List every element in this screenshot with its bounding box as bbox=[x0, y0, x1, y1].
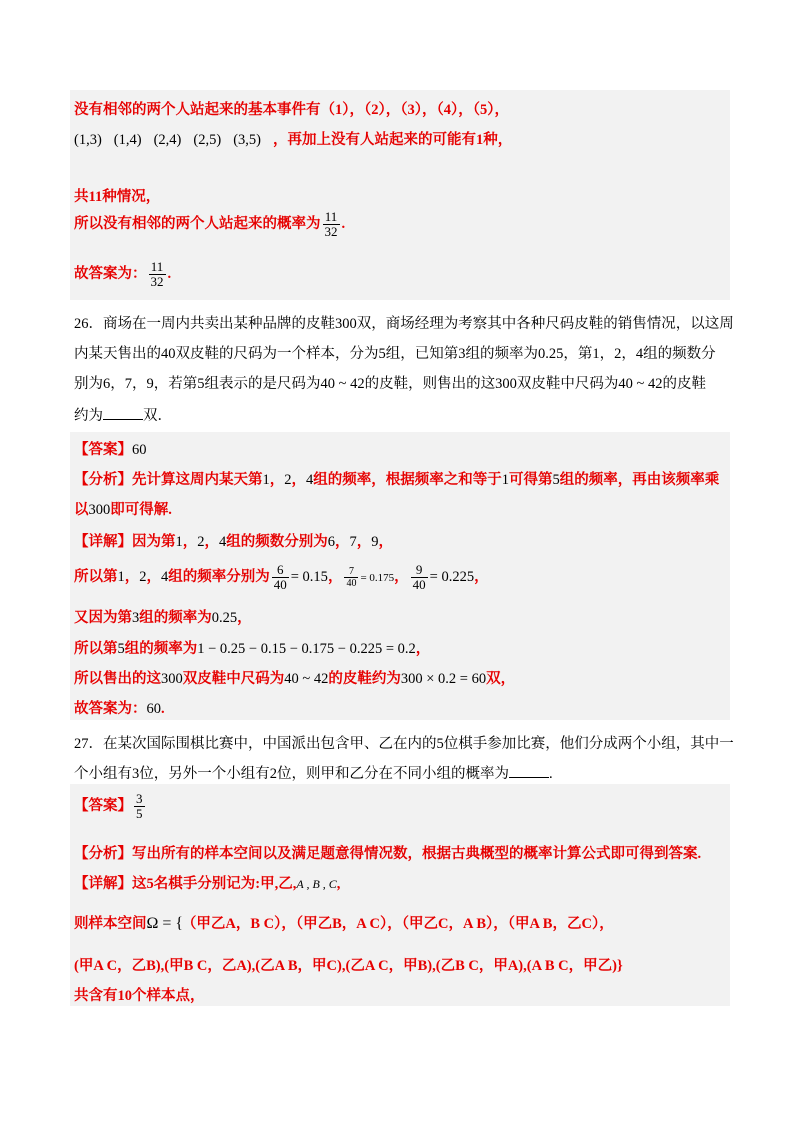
q27-detail-3 bbox=[74, 954, 623, 975]
math: 40 ~ 42 bbox=[284, 671, 329, 687]
fraction-9-40 bbox=[411, 563, 428, 592]
frac-den: 32 bbox=[324, 224, 338, 239]
text: 约为 bbox=[74, 408, 103, 424]
frac-num: 11 bbox=[150, 259, 164, 274]
text: 可得第 bbox=[509, 472, 553, 488]
math: = 0.15 bbox=[290, 568, 328, 585]
math: 2 bbox=[284, 472, 292, 488]
math: 9 bbox=[371, 534, 379, 550]
text: ， bbox=[182, 534, 198, 550]
math: 40 ~ 42 bbox=[320, 376, 365, 392]
text: 组表示的是尺码为 bbox=[204, 376, 321, 392]
text: 的皮鞋 bbox=[662, 376, 706, 392]
sample-item: (A B C，甲乙)} bbox=[526, 958, 623, 974]
q26-line1 bbox=[74, 312, 734, 333]
math: 4 bbox=[306, 472, 314, 488]
frac-num: 9 bbox=[415, 562, 423, 577]
text: 双， bbox=[486, 671, 516, 687]
text: ，若第 bbox=[153, 376, 198, 392]
text: 又因为第 bbox=[74, 610, 132, 626]
math: 3 bbox=[132, 610, 140, 626]
q26-line2 bbox=[74, 342, 716, 363]
text: 以 bbox=[74, 502, 89, 518]
sample-item: （甲乙C，A B）， bbox=[401, 916, 508, 932]
text: 组的频率为 bbox=[139, 610, 212, 626]
frac-den: 40 bbox=[412, 577, 426, 592]
text: 双皮鞋中尺码为 bbox=[182, 671, 285, 687]
text: ， bbox=[356, 534, 372, 550]
math: 0.25 bbox=[211, 610, 238, 626]
math: 3 bbox=[458, 346, 466, 362]
analysis-label: 【分析】 bbox=[74, 846, 132, 862]
q27-line1: 27．在某次国际围棋比赛中，中国派出包含甲、乙在内的5位棋手参加比赛，他们分成两个小组，其中一 bbox=[74, 736, 734, 752]
math: 1 bbox=[501, 472, 509, 488]
math: A , B , C bbox=[296, 877, 337, 891]
text: 所以第 bbox=[74, 568, 118, 585]
math: 40 bbox=[161, 346, 176, 362]
q25-line4 bbox=[74, 210, 345, 239]
text: 双，商场经理为考察其中各种尺码皮鞋的销售情况，以这周 bbox=[356, 316, 734, 332]
text: 组的频率分别为 bbox=[168, 568, 270, 585]
dot: . bbox=[167, 265, 172, 282]
q26-line3 bbox=[74, 372, 706, 393]
answer-blank bbox=[103, 407, 143, 420]
text: ，第 bbox=[563, 346, 593, 362]
math: 300 bbox=[335, 316, 357, 332]
q26-detail-1 bbox=[74, 530, 393, 551]
math: 60 bbox=[146, 701, 161, 717]
math: 300 bbox=[495, 376, 517, 392]
q26-detail-2 bbox=[74, 563, 489, 592]
math: 1 bbox=[262, 472, 270, 488]
text: 组的频率为 bbox=[465, 346, 538, 362]
q25-line1: 没有相邻的两个人站起来的基本事件有（1），（2），（3），（4），（5）， bbox=[74, 102, 509, 118]
frac-den: 32 bbox=[150, 274, 164, 289]
text: 这5名棋手分别记为:甲,乙, bbox=[132, 876, 297, 892]
text: 组的频率，再由该频率乘 bbox=[559, 472, 720, 488]
math: 7 bbox=[124, 376, 132, 392]
text: 所以第 bbox=[74, 641, 118, 657]
q25-fraction-2 bbox=[149, 260, 166, 289]
math: 1 bbox=[175, 534, 183, 550]
math: = 0.225 bbox=[429, 568, 475, 585]
text: ， bbox=[474, 568, 489, 585]
text: ， bbox=[415, 641, 431, 657]
text: 双皮鞋的尺码为一个样本，分为 bbox=[175, 346, 379, 362]
frac-num: 7 bbox=[348, 566, 354, 577]
text: 的皮鞋，则售出的这 bbox=[364, 376, 496, 392]
fraction-7-40 bbox=[344, 566, 358, 589]
text: ， bbox=[291, 472, 306, 488]
answer-label: 【答案】 bbox=[74, 797, 132, 814]
q26-detail-4 bbox=[74, 637, 430, 658]
text: ， bbox=[110, 376, 125, 392]
text: 的皮鞋约为 bbox=[328, 671, 401, 687]
frac-den: 40 bbox=[346, 578, 357, 589]
text: ， bbox=[124, 568, 140, 585]
sample-item: (乙A B，甲C), bbox=[255, 958, 346, 974]
text: 双皮鞋中尺码为 bbox=[516, 376, 619, 392]
text: 故答案为： bbox=[74, 701, 147, 717]
math: 7 bbox=[349, 534, 357, 550]
q27-analysis bbox=[74, 842, 701, 863]
q25-fraction bbox=[323, 210, 340, 239]
math: 300 bbox=[161, 671, 183, 687]
analysis-text: 写出所有的样本空间以及满足题意得情况数，根据古典概型的概率计算公式即可得到答案. bbox=[132, 846, 702, 862]
math: 2 bbox=[614, 346, 622, 362]
answer-value: 60 bbox=[132, 442, 147, 458]
text: 组，已知第 bbox=[385, 346, 459, 362]
q25-line5 bbox=[74, 260, 171, 289]
text: 则样本空间 bbox=[74, 916, 147, 932]
q26-line4 bbox=[74, 404, 172, 425]
answer-blank bbox=[509, 765, 549, 778]
text: ， bbox=[599, 346, 615, 362]
q26-detail-6 bbox=[74, 697, 165, 718]
sample-item: （甲乙A，B C）， bbox=[189, 916, 296, 932]
q27-detail-1 bbox=[74, 872, 340, 893]
sample-item: （甲A B，乙C）， bbox=[507, 916, 614, 932]
sample-item: （甲乙B，A C）， bbox=[295, 916, 402, 932]
frac-num: 3 bbox=[136, 791, 143, 806]
analysis-label: 【分析】 bbox=[74, 472, 132, 488]
math: 6 bbox=[327, 534, 335, 550]
detail-label: 【详解】 bbox=[74, 876, 132, 892]
pair-2: (1,4) bbox=[113, 132, 142, 148]
text: ， bbox=[132, 376, 147, 392]
math: 300 × 0.2 = 60 bbox=[400, 671, 487, 687]
text: ， bbox=[146, 568, 161, 585]
pair-4: (2,5) bbox=[193, 132, 222, 148]
text: . bbox=[161, 701, 165, 717]
q27-detail-2 bbox=[74, 912, 614, 933]
q25-pairs-line bbox=[74, 128, 512, 149]
frac-num: 11 bbox=[324, 209, 338, 224]
q26-detail-3 bbox=[74, 606, 252, 627]
fraction-6-40 bbox=[272, 563, 289, 592]
q25-line4-text: 所以没有相邻的两个人站起来的概率为 bbox=[74, 215, 321, 232]
text: ， bbox=[335, 534, 350, 550]
math: 300 bbox=[88, 502, 111, 518]
math: 6 bbox=[103, 376, 111, 392]
sample-item: (甲A C，乙B), bbox=[74, 958, 165, 974]
math: 1 − 0.25 − 0.15 − 0.175 − 0.225 = 0.2 bbox=[197, 641, 416, 657]
math: 5 bbox=[552, 472, 560, 488]
frac-den: 5 bbox=[136, 806, 143, 821]
q26-answer bbox=[74, 438, 147, 459]
q25-line3: 共11种情况， bbox=[74, 189, 161, 205]
math: = 0.175 bbox=[360, 571, 395, 584]
text: 组的频数分 bbox=[643, 346, 716, 362]
math: 5 bbox=[117, 641, 125, 657]
text: ， bbox=[327, 568, 343, 585]
math: 1 bbox=[592, 346, 600, 362]
pair-3: (2,4) bbox=[153, 132, 182, 148]
text: 双． bbox=[143, 408, 172, 424]
text: 别为 bbox=[74, 376, 103, 392]
frac-den: 40 bbox=[273, 577, 287, 592]
pair-1: (1,3) bbox=[74, 132, 102, 148]
q26-detail-5 bbox=[74, 667, 515, 688]
q26-analysis-2 bbox=[74, 498, 172, 519]
text: 内某天售出的 bbox=[74, 346, 161, 362]
pair-5: (3,5) bbox=[233, 132, 261, 148]
text: ， bbox=[621, 346, 636, 362]
math: 0.25 bbox=[538, 346, 564, 362]
sample-item: (乙B C，甲A), bbox=[435, 958, 527, 974]
answer-fraction bbox=[134, 792, 145, 821]
q26-analysis-1 bbox=[74, 468, 719, 489]
math: 40 ~ 42 bbox=[618, 376, 663, 392]
text: 即可得解. bbox=[110, 502, 172, 518]
q27-detail-4: 共含有10个样本点， bbox=[74, 988, 205, 1004]
text: ， bbox=[394, 568, 409, 585]
text: 个小组有3位，另外一个小组有2位，则甲和乙分在不同小组的概率为 bbox=[74, 766, 509, 782]
text: 组的频率，根据频率之和等于 bbox=[313, 472, 502, 488]
text: 先计算这周内某天第 bbox=[132, 472, 263, 488]
math: 5 bbox=[378, 346, 386, 362]
math: 4 bbox=[161, 568, 169, 585]
text: ， bbox=[378, 534, 393, 550]
pairs-tail: ，再加上没有人站起来的可能有1种， bbox=[272, 132, 513, 148]
text: ， bbox=[269, 472, 285, 488]
math: 1 bbox=[117, 568, 125, 585]
text: 组的频数分别为 bbox=[226, 534, 328, 550]
detail-label: 【详解】 bbox=[74, 534, 132, 550]
text: 因为第 bbox=[132, 534, 176, 550]
sample-item: (甲B C，乙A), bbox=[164, 958, 256, 974]
math: 4 bbox=[635, 346, 644, 362]
math: 5 bbox=[197, 376, 205, 392]
omega: Ω = { bbox=[146, 915, 184, 932]
math: 2 bbox=[197, 534, 205, 550]
text: ， bbox=[237, 610, 252, 626]
q27-answer bbox=[74, 792, 147, 821]
q27-line2 bbox=[74, 762, 553, 783]
text: , bbox=[336, 876, 341, 892]
sample-item: (乙A C，甲B), bbox=[345, 958, 436, 974]
answer-label: 【答案】 bbox=[74, 442, 132, 458]
q25-line5-text: 故答案为： bbox=[74, 265, 147, 282]
text: ， bbox=[204, 534, 219, 550]
text: 所以售出的这 bbox=[74, 671, 161, 687]
dot: . bbox=[341, 215, 346, 232]
math: 2 bbox=[139, 568, 147, 585]
math: 4 bbox=[219, 534, 227, 550]
math: 9 bbox=[146, 376, 154, 392]
text: 26．商场在一周内共卖出某种品牌的皮鞋 bbox=[74, 316, 335, 332]
text: 组的频率为 bbox=[124, 641, 198, 657]
frac-num: 6 bbox=[277, 562, 284, 577]
text: . bbox=[549, 766, 553, 782]
